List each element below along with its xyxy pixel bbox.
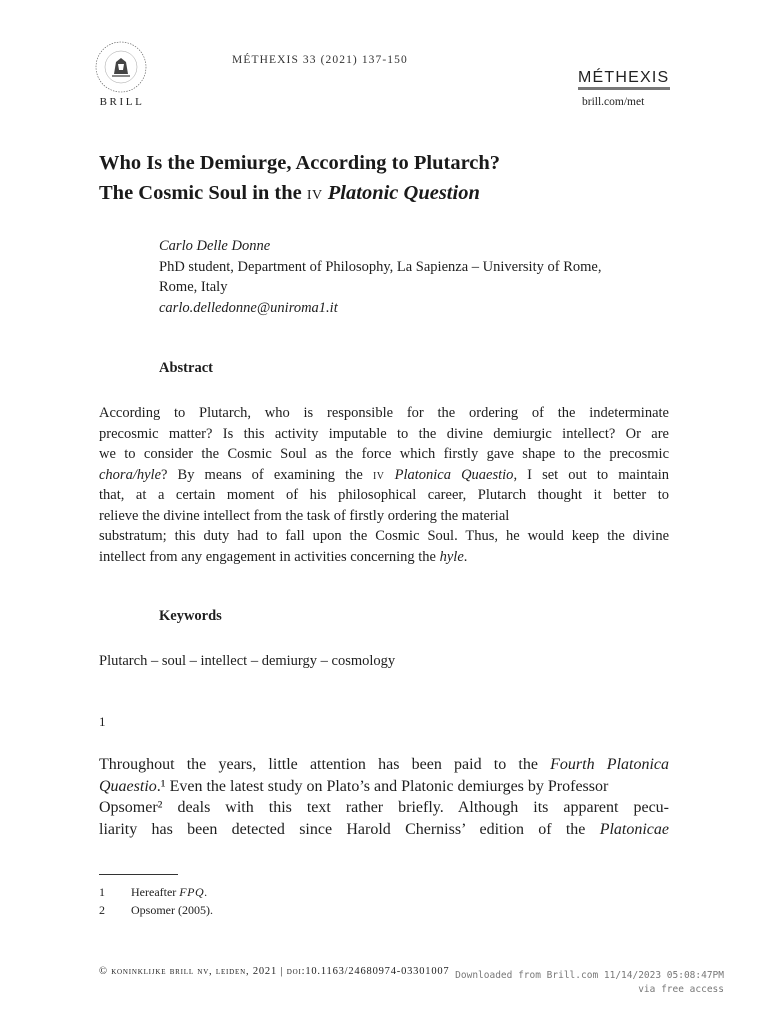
abstract-heading: Abstract — [159, 360, 213, 376]
body-paragraph: Throughout the years, little attention has been paid to the Fourth Platonica Quaestio.¹ Even the latest study on Plato’s and Platonic demiurges by Professor Opsomer² deals with this text rather briefly. Although its apparent pecu- liarity has been detected since Harold Cherniss’ edition of the Platonicae — [99, 756, 670, 838]
brill-seal-logo — [94, 40, 148, 94]
author-affiliation-2: Rome, Italy — [159, 279, 228, 295]
copyright-line: © koninklijke brill nv, leiden, 2021 | doi:10.1163/24680974-03301007 — [99, 966, 450, 977]
roman-numeral: iv — [306, 182, 323, 204]
download-watermark: Downloaded from Brill.com 11/14/2023 05:08:47PM — [455, 970, 724, 981]
author-affiliation-1: PhD student, Department of Philosophy, La Sapienza – University of Rome, — [159, 258, 602, 275]
access-watermark: via free access — [638, 984, 724, 995]
section-number: 1 — [99, 714, 106, 729]
journal-url[interactable]: brill.com/met — [582, 96, 645, 108]
running-head: MÉTHEXIS 33 (2021) 137-150 — [232, 54, 408, 66]
author-email[interactable]: carlo.delledonne@uniroma1.it — [159, 299, 338, 316]
author-block — [159, 236, 679, 318]
footnote-rule — [99, 874, 178, 875]
author-name: Carlo Delle Donne — [159, 238, 271, 254]
journal-tagline-rule — [578, 87, 670, 90]
footnote-1: 1 Hereafter FPQ. — [99, 885, 208, 899]
journal-logo: MÉTHEXIS — [578, 69, 670, 86]
article-title-line-1: Who Is the Demiurge, According to Plutarch? — [99, 152, 501, 174]
article-title-line-2: The Cosmic Soul in the iv Platonic Question — [99, 182, 480, 204]
keywords-text: Plutarch – soul – intellect – demiurgy – cosmology — [99, 653, 396, 669]
keywords-heading: Keywords — [159, 608, 222, 624]
abstract-text: According to Plutarch, who is responsible for the ordering of the indeterminate precosmic matter? Is this activity imputable to the divine demiurgic intellect? Or are we to consider the Cosmic Soul as the force which firstly gave shape to the precosmic chora/hyle? By means of examining the iv Platonica Quaestio, I set out to maintain that, at a certain moment of his philosophical career, Plutarch thought it better to relieve the divine intellect from the task of firstly ordering the material substratum; this duty had to fall upon the Cosmic Soul. Thus, he would keep the divine intellect from any engagement in activities concerning the hyle. — [99, 405, 669, 565]
publisher-name: BRILL — [99, 96, 145, 108]
footnote-2: 2 Opsomer (2005). — [99, 903, 213, 917]
